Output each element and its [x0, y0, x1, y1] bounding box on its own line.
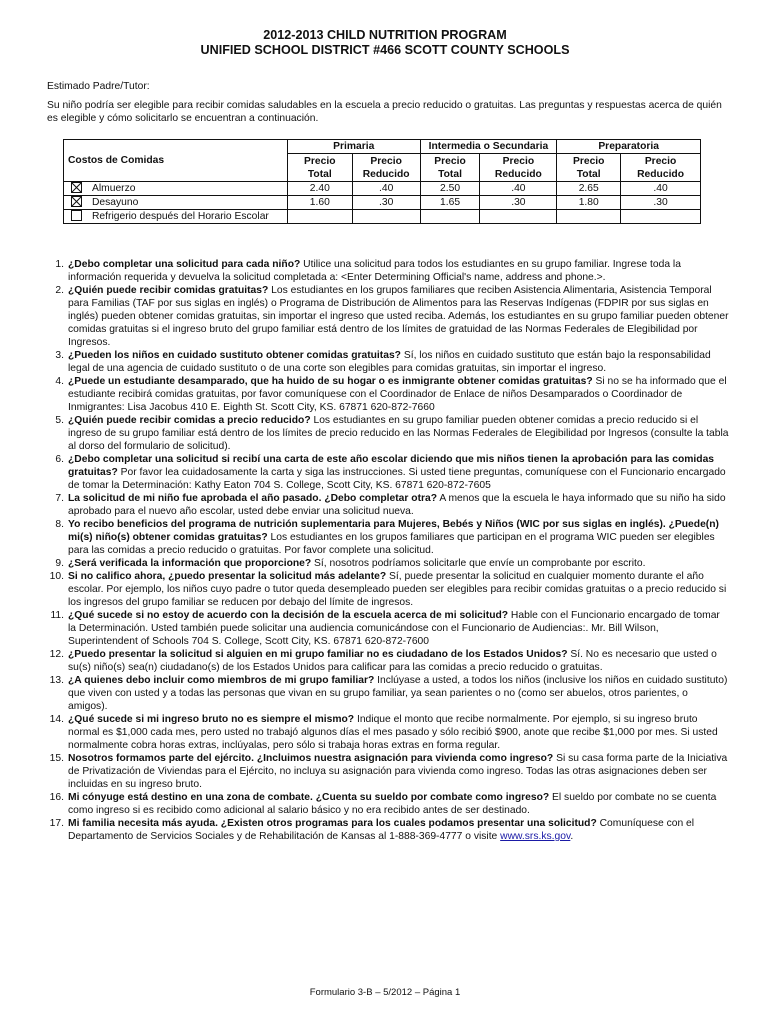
faq-question: ¿Qué sucede si mi ingreso bruto no es siempre el mismo? [68, 714, 355, 725]
table-cell [287, 210, 352, 224]
faq-item [40, 375, 730, 414]
faq-answer: Sí, puede presentar la solicitud en cualquier momento durante el año escolar. Por ejemplo, los niños cuyo padre o tutor queda desempleado pueden ser elegibles para recibir comidas gratuitas o a precio reducido si los ingresos del grupo familiar se reducen por debajo del límite de ingresos. [68, 571, 727, 608]
faq-item [40, 518, 730, 557]
faq-answer: Sí. No es necesario que usted o su(s) niño(s) sea(n) ciudadano(s) de los Estados Unidos para calificar para las comidas a precio reducido o gratuitas. [68, 649, 717, 673]
faq-item [40, 349, 730, 375]
meal-costs-table [63, 139, 701, 224]
faq-answer: Sí, los niños en cuidado sustituto que están bajo la responsabilidad legal de una agencia de cuidado sustituto o de una corte son elegibles para comidas gratuitas, sin importar el ingreso. [68, 350, 711, 374]
faq-question: ¿Debo completar una solicitud si recibí una carta de este año escolar diciendo que mis niños tienen la aprobación para las comidas gratuitas? [68, 454, 715, 478]
table-cell: 1.60 [287, 196, 352, 210]
faq-question: La solicitud de mi niño fue aprobada el año pasado. ¿Debo completar otra? [68, 493, 438, 504]
page-footer: Formulario 3-B – 5/2012 – Página 1 [309, 987, 461, 998]
table-cell: .40 [621, 182, 701, 196]
faq-answer: Comuníquese con el Departamento de Servicios Sociales y de Rehabilitación de Kansas al 1-888-369-4777 o visite [68, 818, 695, 842]
table-cell: .30 [352, 196, 420, 210]
faq-number: 8. [55, 519, 64, 530]
faq-answer: Utilice una solicitud para todos los estudiantes en su grupo familiar. Ingrese toda la información requerida y devuelva la solicitud completada a: <Enter Determining Official's name, address and phone.>. [68, 259, 681, 283]
faq-number: 14. [49, 714, 64, 725]
page-title: 2012-2013 CHILD NUTRITION PROGRAM [263, 28, 507, 42]
table-row [64, 210, 701, 224]
faq-number: 13. [49, 675, 64, 686]
table-cell [420, 210, 480, 224]
faq-item [40, 557, 730, 570]
faq-answer-tail: . [570, 831, 574, 842]
faq-answer: Si su casa forma parte de la Iniciativa de Privatización de Viviendas para el Ejército, no incluya su asignación para vivienda como ingreso. Todas las otras asignaciones deben ser incluidas en su ingreso bruto. [68, 753, 728, 790]
faq-item [40, 791, 730, 817]
faq-number: 2. [55, 285, 64, 296]
group-header-primaria: Primaria [287, 140, 420, 154]
almuerzo-checkbox[interactable] [71, 182, 82, 193]
faq-answer: Los estudiantes en los grupos familiares que reciben Asistencia Alimentaria, Asistencia Temporal para Familias (TAF por sus siglas en inglés) o Programa de Distribución de Alimentos para las Reservas Indígenas (FDPIR por sus siglas en inglés) pueden obtener comidas gratuitas, sin importar el ingreso que usted reciba. Además, los estudiantes en su grupo familiar pueden obtener comidas gratuitas si el ingreso bruto del grupo familiar está dentro de los límites de gratuidad de las Normas Federales de Elegibilidad por Ingresos. [68, 285, 729, 348]
faq-question: ¿Quién puede recibir comidas gratuitas? [68, 285, 269, 296]
faq-number: 7. [55, 493, 64, 504]
faq-answer: Por favor lea cuidadosamente la carta y siga las instrucciones. Si usted tiene preguntas, comuníquese con el Funcionario encargado de tomar la Determinación: Kathy Eaton 704 S. College, Scott City, KS. 67871 620-872-7605 [68, 467, 726, 491]
faq-item [40, 713, 730, 752]
faq-question: Nosotros formamos parte del ejército. ¿Incluimos nuestra asignación para vivienda como ingreso? [68, 753, 554, 764]
srs-website-link[interactable]: www.srs.ks.gov [500, 831, 571, 842]
table-cell: .30 [621, 196, 701, 210]
faq-number: 16. [49, 792, 64, 803]
table-corner [64, 140, 288, 154]
faq-item [40, 752, 730, 791]
page-subtitle: UNIFIED SCHOOL DISTRICT #466 SCOTT COUNTY SCHOOLS [200, 43, 570, 57]
table-cell [557, 210, 621, 224]
table-cell: .40 [480, 182, 557, 196]
table-cell: 1.80 [557, 196, 621, 210]
faq-number: 1. [55, 259, 64, 270]
faq-number: 17. [49, 818, 64, 829]
faq-number: 11. [50, 610, 64, 621]
faq-question: ¿Quién puede recibir comidas a precio reducido? [68, 415, 311, 426]
refrigerio-checkbox[interactable] [71, 210, 82, 221]
faq-question: ¿A quienes debo incluir como miembros de mi grupo familiar? [68, 675, 375, 686]
faq-item [40, 674, 730, 713]
meal-label: Almuerzo [92, 183, 136, 194]
table-cell: 2.50 [420, 182, 480, 196]
faq-answer: Los estudiantes en los grupos familiares que participan en el programa WIC pueden ser elegibles para las comidas a precio reducido o gratuitas. Por favor complete una solicitud. [68, 532, 715, 556]
row-header-label: Costos de Comidas [64, 154, 288, 182]
table-cell [621, 210, 701, 224]
faq-question: Yo recibo beneficios del programa de nutrición suplementaria para Mujeres, Bebés y Niños (WIC por sus siglas en inglés). ¿Puede(n) mi(s) niño(s) obtener comidas gratuitas? [68, 519, 719, 543]
col-header-total: Precio Total [420, 154, 480, 182]
table-row [64, 196, 701, 210]
table-cell: .30 [480, 196, 557, 210]
faq-number: 6. [55, 454, 64, 465]
faq-answer: Los estudiantes en su grupo familiar pueden obtener comidas a precio reducido si el ingreso de su grupo familiar está dentro de los límites de precio reducido en las Normas Federales de Elegibilidad por Ingresos (consulte la tabla al dorso del formulario de solicitud). [68, 415, 729, 452]
faq-answer: Si no se ha informado que el estudiante recibirá comidas gratuitas, por favor comuníquese con el Coordinador de Enlace de niños Desamparados o Coordinador de Inmigrantes: Lisa Jacobus 410 E. Eighth St. Scott City, KS. 67871 620-872-7660 [68, 376, 727, 413]
faq-number: 4. [55, 376, 64, 387]
table-row [64, 182, 701, 196]
faq-answer: El sueldo por combate no se cuenta como ingreso si es recibido como adicional al salario básico y no era recibido antes de ser destinado. [68, 792, 717, 816]
table-cell [480, 210, 557, 224]
faq-item [40, 817, 730, 843]
faq-number: 5. [55, 415, 64, 426]
col-header-total: Precio Total [557, 154, 621, 182]
faq-item [40, 570, 730, 609]
faq-answer: Hable con el Funcionario encargado de tomar la Determinación. Usted también puede solicitar una audiencia comunicándose con el Funcionario de Audiencias:. Mr. Bill Wilson, Superintendent of Schools 704 S. College, Scott City, KS. 67871 620-872-7600 [68, 610, 720, 647]
faq-question: Mi familia necesita más ayuda. ¿Existen otros programas para los cuales podamos presentar una solicitud? [68, 818, 597, 829]
faq-number: 9. [55, 558, 64, 569]
faq-question: Si no califico ahora, ¿puedo presentar la solicitud más adelante? [68, 571, 387, 582]
faq-question: ¿Puedo presentar la solicitud si alguien en mi grupo familiar no es ciudadano de los Estados Unidos? [68, 649, 568, 660]
table-cell: 2.40 [287, 182, 352, 196]
faq-item [40, 492, 730, 518]
table-cell [352, 210, 420, 224]
col-header-total: Precio Total [287, 154, 352, 182]
table-cell: .40 [352, 182, 420, 196]
desayuno-checkbox[interactable] [71, 196, 82, 207]
faq-number: 12. [49, 649, 64, 660]
meal-label: Refrigerio después del Horario Escolar [92, 211, 269, 222]
greeting: Estimado Padre/Tutor: [47, 81, 150, 92]
col-header-reduced: Precio Reducido [480, 154, 557, 182]
faq-answer: Indique el monto que recibe normalmente. Por ejemplo, si su ingreso bruto normal es $1,000 cada mes, pero usted no trabajó algunos días el mes pasado y sólo recibió $900, anote que recibe $1,000 por mes. Si usted normalmente cobra horas extras, inclúyalas, pero sólo si trabaja horas extras en forma regular. [68, 714, 718, 751]
faq-number: 15. [49, 753, 64, 764]
faq-list [40, 258, 730, 843]
faq-question: ¿Será verificada la información que proporcione? [68, 558, 312, 569]
faq-answer: A menos que la escuela le haya informado que su niño ha sido aprobado para el nuevo año escolar, usted debe enviar una solicitud nueva. [68, 493, 726, 517]
faq-number: 10. [49, 571, 64, 582]
faq-item [40, 258, 730, 284]
faq-item [40, 609, 730, 648]
faq-item [40, 414, 730, 453]
faq-question: ¿Debo completar una solicitud para cada niño? [68, 259, 301, 270]
group-header-intermedia: Intermedia o Secundaria [420, 140, 557, 154]
col-header-reduced: Precio Reducido [621, 154, 701, 182]
group-header-preparatoria: Preparatoria [557, 140, 701, 154]
faq-item [40, 453, 730, 492]
intro-paragraph: Su niño podría ser elegible para recibir comidas saludables en la escuela a precio reducido o gratuitas. Las preguntas y respuestas acerca de quién es elegible y cómo solicitarlo se encuentran a continuación. [47, 100, 722, 124]
meal-label: Desayuno [92, 197, 139, 208]
faq-item [40, 648, 730, 674]
faq-answer: Sí, nosotros podríamos solicitarle que envíe un comprobante por escrito. [311, 558, 646, 569]
col-header-reduced: Precio Reducido [352, 154, 420, 182]
faq-answer: Inclúyase a usted, a todos los niños (inclusive los niños en cuidado sustituto) que viven con usted y a todas las personas que vivan en su grupo familiar, ya sean parientes o no (como ser abuelos, otros parientes, o amigos). [68, 675, 728, 712]
faq-question: ¿Puede un estudiante desamparado, que ha huido de su hogar o es inmigrante obtener comidas gratuitas? [68, 376, 593, 387]
faq-question: ¿Pueden los niños en cuidado sustituto obtener comidas gratuitas? [68, 350, 401, 361]
table-cell: 2.65 [557, 182, 621, 196]
faq-question: Mi cónyuge está destino en una zona de combate. ¿Cuenta su sueldo por combate como ingreso? [68, 792, 550, 803]
faq-number: 3. [55, 350, 64, 361]
table-cell: 1.65 [420, 196, 480, 210]
faq-item [40, 284, 730, 349]
faq-question: ¿Qué sucede si no estoy de acuerdo con la decisión de la escuela acerca de mi solicitud? [68, 610, 509, 621]
